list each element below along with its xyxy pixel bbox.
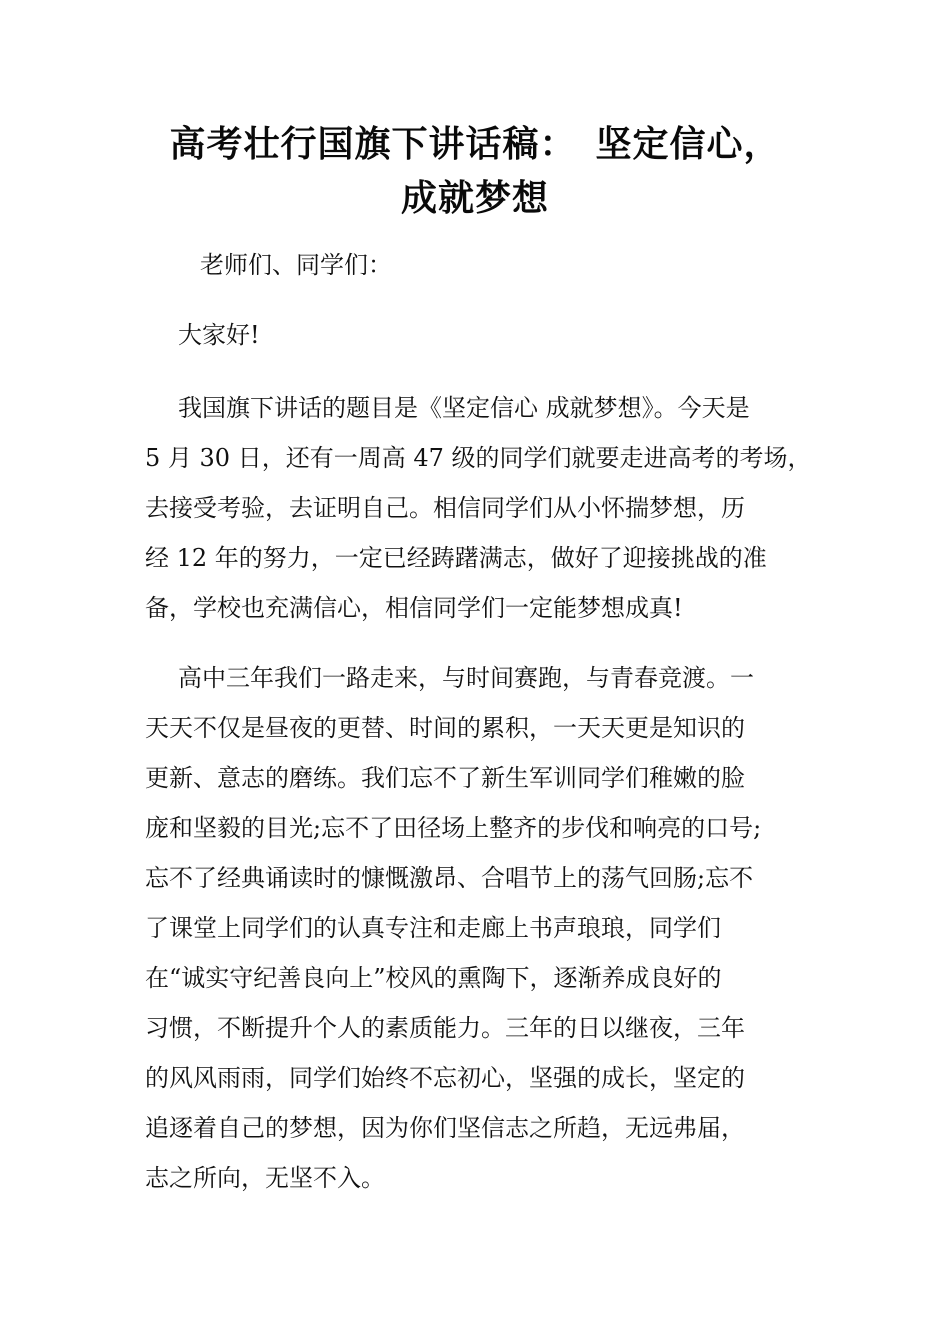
paragraph-line: 习惯，不断提升个人的素质能力。三年的日以继夜，三年 (145, 1014, 745, 1042)
paragraph-line: 志之所向，无坚不入。 (145, 1164, 385, 1192)
paragraph-line: 忘不了经典诵读时的慷慨激昂、合唱节上的荡气回肠;忘不 (145, 864, 754, 892)
paragraph-topic (145, 383, 815, 633)
paragraph-line: 备，学校也充满信心，相信同学们一定能梦想成真! (145, 594, 683, 622)
paragraph-line: 去接受考验，去证明自己。相信同学们从小怀揣梦想，历 (145, 494, 745, 522)
greeting: 大家好! (178, 321, 260, 349)
paragraph-line: 高中三年我们一路走来，与时间赛跑，与青春竞渡。一 (178, 664, 754, 692)
paragraph-line: 庞和坚毅的目光;忘不了田径场上整齐的步伐和响亮的口号; (145, 814, 762, 842)
title-line: 高考壮行国旗下讲话稿： 坚定信心， (169, 124, 781, 165)
title-line: 成就梦想 (400, 178, 549, 219)
paragraph-line: 在“诚实守纪善良向上”校风的熏陶下，逐渐养成良好的 (145, 964, 722, 992)
paragraph-line: 经 12 年的努力，一定已经踌躇满志，做好了迎接挑战的准 (145, 544, 767, 572)
salutation: 老师们、同学们： (200, 251, 392, 279)
paragraph-line: 的风风雨雨，同学们始终不忘初心，坚强的成长，坚定的 (145, 1064, 745, 1092)
paragraph-line: 更新、意志的磨练。我们忘不了新生军训同学们稚嫩的脸 (145, 764, 745, 792)
document-title (145, 118, 805, 226)
paragraph-memories (145, 653, 815, 1203)
paragraph-line: 追逐着自己的梦想，因为你们坚信志之所趋，无远弗届， (145, 1114, 745, 1142)
paragraph-line: 天天不仅是昼夜的更替、时间的累积，一天天更是知识的 (145, 714, 745, 742)
paragraph-line: 我国旗下讲话的题目是《坚定信心 成就梦想》。今天是 (178, 394, 750, 422)
paragraph-line: 了课堂上同学们的认真专注和走廊上书声琅琅，同学们 (145, 914, 721, 942)
paragraph-line: 5 月 30 日，还有一周高 47 级的同学们就要走进高考的考场， (145, 444, 812, 472)
